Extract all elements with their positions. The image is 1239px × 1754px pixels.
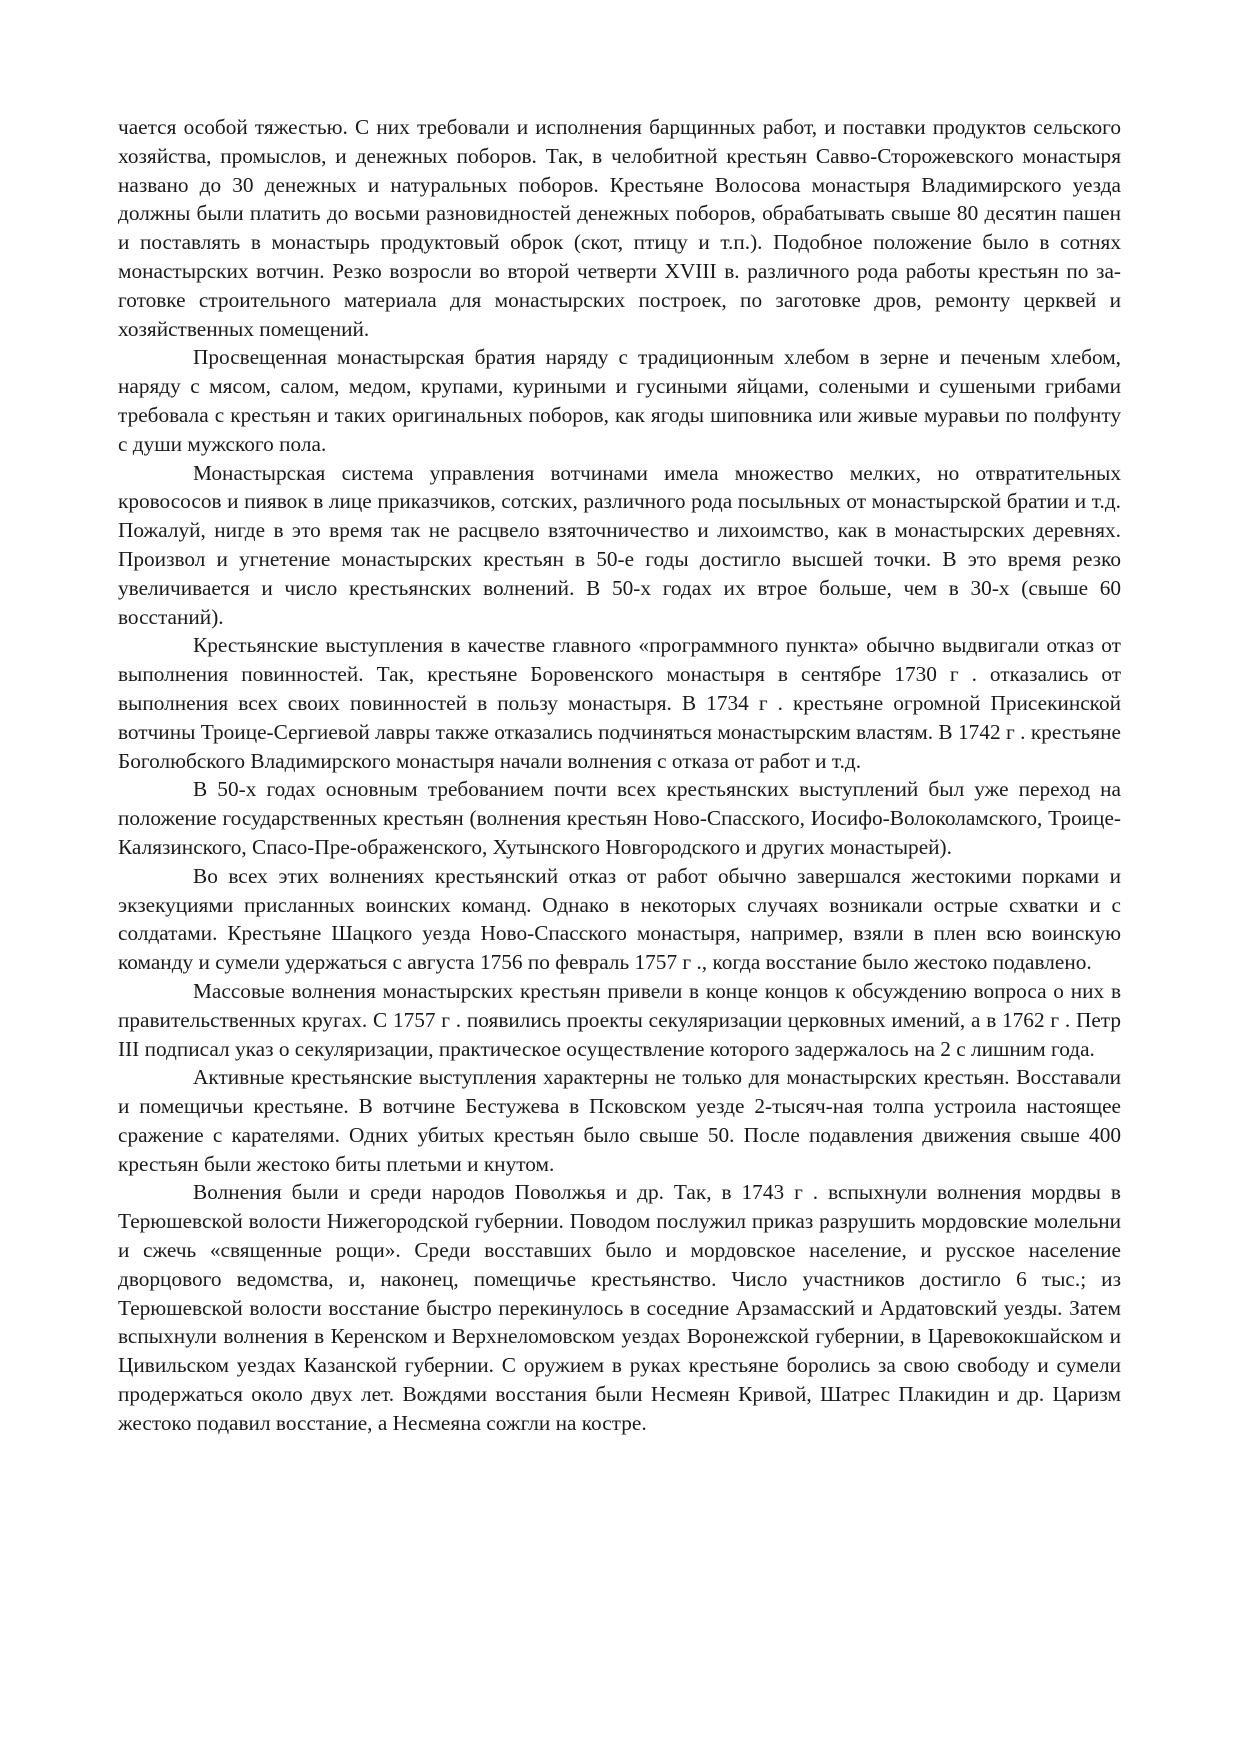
paragraph-5: В 50-х годах основным требованием почти всех крестьянских выступлений был уже переход на положение государственных крестьян (волнения крестьян Ново-Спасского, Иосифо-Волоколамского, Троице-Калязинского, Спасо-Пре-ображенского, Хутынского Новгородского и других монастырей). [118,777,1121,859]
paragraph-6: Во всех этих волнениях крестьянский отказ от работ обычно завершался жестокими порками и экзекуциями присланных воинских команд. Однако в некоторых случаях возникали острые схватки и с солдатами. Крестьяне Шацкого уезда Ново-Спасского монастыря, например, взяли в плен всю воинскую команду и сумели удержаться с августа 1756 по февраль 1757 г ., когда восстание было жестоко подавлено. [118,863,1121,975]
paragraph-3: Монастырская система управления вотчинами имела множество мелких, но отвратительных кровососов и пиявок в лице приказчиков, сотских, различного рода посыльных от монастырской братии и т.д. Пожалуй, нигде в это время так не расцвело взяточничество и лихоимство, как в монастырских деревнях. Произвол и угнетение монастырских крестьян в 50-е годы достигло высшей точки. В это время резко увеличивается и число крестьянских волнений. В 50-х годах их втрое больше, чем в 30-х (свыше 60 восстаний). [118,460,1121,629]
document-page [118,113,1121,1438]
paragraph-7: Массовые волнения монастырских крестьян привели в конце концов к обсуждению вопроса о них в правительственных кругах. С 1757 г . появились проекты секуляризации церковных имений, а в 1762 г . Петр III подписал указ о секуляризации, практическое осуществление которого задержалось на 2 с лишним года. [118,978,1121,1061]
paragraph-8: Активные крестьянские выступления характерны не только для монастырских крестьян. Восставали и помещичьи крестьяне. В вотчине Бестужева в Псковском уезде 2-тысяч-ная толпа устроила настоящее сражение с карателями. Одних убитых крестьян было свыше 50. После подавления движения свыше 400 крестьян были жестоко биты плетьми и кнутом. [118,1065,1121,1176]
paragraph-1: чается особой тяжестью. С них требовали и исполнения барщинных работ, и поставки продуктов сельского хозяйства, промыслов, и денежных поборов. Так, в челобитной крестьян Савво-Сторожевского монастыря названо до 30 денежных и натуральных поборов. Крестьяне Волосова монастыря Владимирского уезда должны были платить до восьми разновидностей денежных поборов, обрабатывать свыше 80 десятин пашен и поставлять в монастырь продуктовый оброк (скот, птицу и т.п.). Подобное положение было в сотнях монастырских вотчин. Резко возросли во второй четверти XVIII в. различного рода работы крестьян по заготовке строительного материала для монастырских построек, по заготовке дров, ремонту церквей и хозяйственных помещений. [118,115,1121,341]
paragraph-4: Крестьянские выступления в качестве главного «программного пункта» обычно выдвигали отказ от выполнения повинностей. Так, крестьяне Боровенского монастыря в сентябре 1730 г . отказались от выполнения всех своих повинностей в пользу монастыря. В 1734 г . крестьяне огромной Присекинской вотчины Троице-Сергиевой лавры также отказались подчиняться монастырским властям. В 1742 г . крестьяне Боголюбского Владимирского монастыря начали волнения с отказа от работ и т.д. [118,633,1121,773]
paragraph-9: Волнения были и среди народов Поволжья и др. Так, в 1743 г . вспыхнули волнения мордвы в Терюшевской волости Нижегородской губернии. Поводом послужил приказ разрушить мордовские молельни и сжечь «священные рощи». Среди восставших было и мордовское население, и русское население дворцового ведомства, и, наконец, помещичье крестьянство. Число участников достигло 6 тыс.; из Терюшевской волости восстание быстро перекинулось в соседние Арзамасский и Ардатовский уезды. Затем вспыхнули волнения в Керенском и Верхнеломовском уездах Воронежской губернии, в Царевококшайском и Цивильском уездах Казанской губернии. С оружием в руках крестьяне боролись за свою свободу и сумели продержаться около двух лет. Вождями восстания были Несмеян Кривой, Шатрес Плакидин и др. Царизм жестоко подавил восстание, а Несмеяна сожгли на костре. [118,1180,1121,1435]
paragraph-2: Просвещенная монастырская братия наряду с традиционным хлебом в зерне и печеным хлебом, наряду с мясом, салом, медом, крупами, куриными и гусиными яйцами, солеными и сушеными грибами требовала с крестьян и таких оригинальных поборов, как ягоды шиповника или живые муравьи по полфунту с души мужского пола. [118,345,1121,456]
